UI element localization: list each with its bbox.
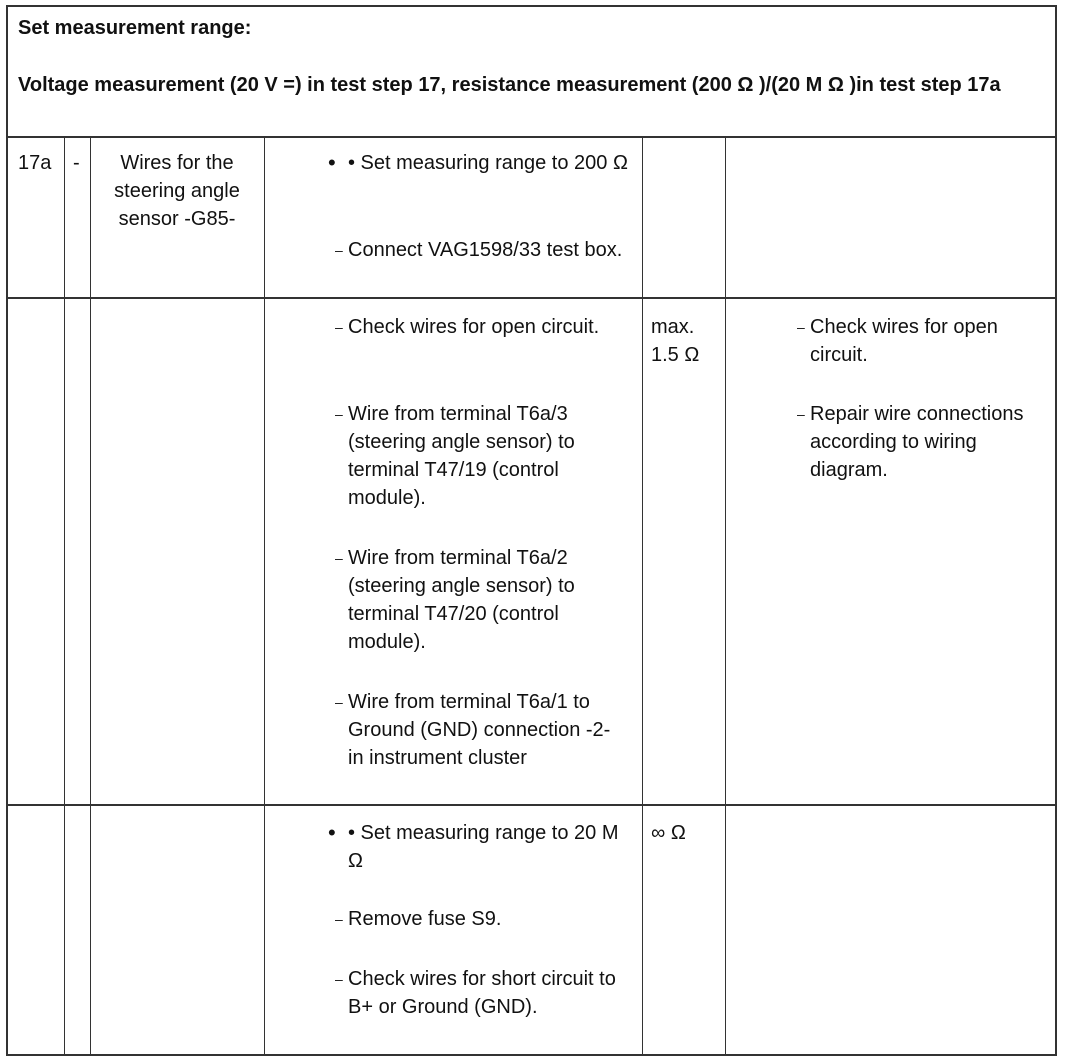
dash-icon: ‒ <box>335 971 343 987</box>
header-title: Set measurement range: <box>18 17 252 39</box>
dash-icon: ‒ <box>335 694 343 710</box>
remedy-item <box>797 313 1055 369</box>
terminal-value: - <box>73 152 80 174</box>
remedy-text: Repair wire connections according to wiring diagram. <box>810 403 1024 481</box>
action-item <box>335 688 628 772</box>
dash-icon: ‒ <box>335 911 343 927</box>
action-item <box>335 544 640 656</box>
action-item <box>328 149 638 177</box>
column-divider <box>264 138 265 1054</box>
column-divider <box>725 138 726 1054</box>
action-text: Wire from terminal T6a/2 (steering angle sensor) to terminal T47/20 (control module). <box>348 547 575 653</box>
action-text: Connect VAG1598/33 test box. <box>348 239 623 261</box>
action-text: • Set measuring range to 200 Ω <box>348 152 628 174</box>
bullet-icon: • <box>328 820 336 845</box>
specified-value: max. 1.5 Ω <box>651 316 700 366</box>
component-name: Wires for the steering angle sensor -G85- <box>114 152 240 230</box>
action-text: Remove fuse S9. <box>348 908 502 930</box>
remedy-text: Check wires for open circuit. <box>810 316 998 366</box>
column-divider <box>642 138 643 1054</box>
action-text: Wire from terminal T6a/1 to Ground (GND) connection -2- in instrument cluster <box>348 691 611 769</box>
action-text: Check wires for short circuit to B+ or Ground (GND). <box>348 968 616 1018</box>
action-item <box>328 819 638 875</box>
column-divider <box>64 138 65 1054</box>
action-item <box>335 965 618 1021</box>
action-item <box>335 400 640 512</box>
dash-icon: ‒ <box>335 242 343 258</box>
dash-icon: ‒ <box>335 319 343 335</box>
dash-icon: ‒ <box>797 406 805 422</box>
row-divider <box>8 804 1055 806</box>
procedure-table <box>6 5 1057 1056</box>
action-item <box>335 313 638 341</box>
action-text: • Set measuring range to 20 M Ω <box>348 822 619 872</box>
dash-icon: ‒ <box>335 550 343 566</box>
row-divider <box>8 297 1055 299</box>
action-text: Check wires for open circuit. <box>348 316 600 338</box>
bullet-icon: • <box>328 150 336 175</box>
specified-value: ∞ Ω <box>651 822 686 844</box>
header-description: Voltage measurement (20 V =) in test step 17, resistance measurement (200 Ω )/(20 M Ω )in test step 17a <box>18 74 1001 96</box>
remedy-item <box>797 400 1040 484</box>
step-number: 17a <box>18 152 52 174</box>
action-text: Wire from terminal T6a/3 (steering angle sensor) to terminal T47/19 (control module). <box>348 403 575 509</box>
action-item <box>335 905 638 933</box>
column-divider <box>90 138 91 1054</box>
table-header <box>8 7 1055 138</box>
action-item <box>335 236 638 264</box>
dash-icon: ‒ <box>797 319 805 335</box>
dash-icon: ‒ <box>335 406 343 422</box>
